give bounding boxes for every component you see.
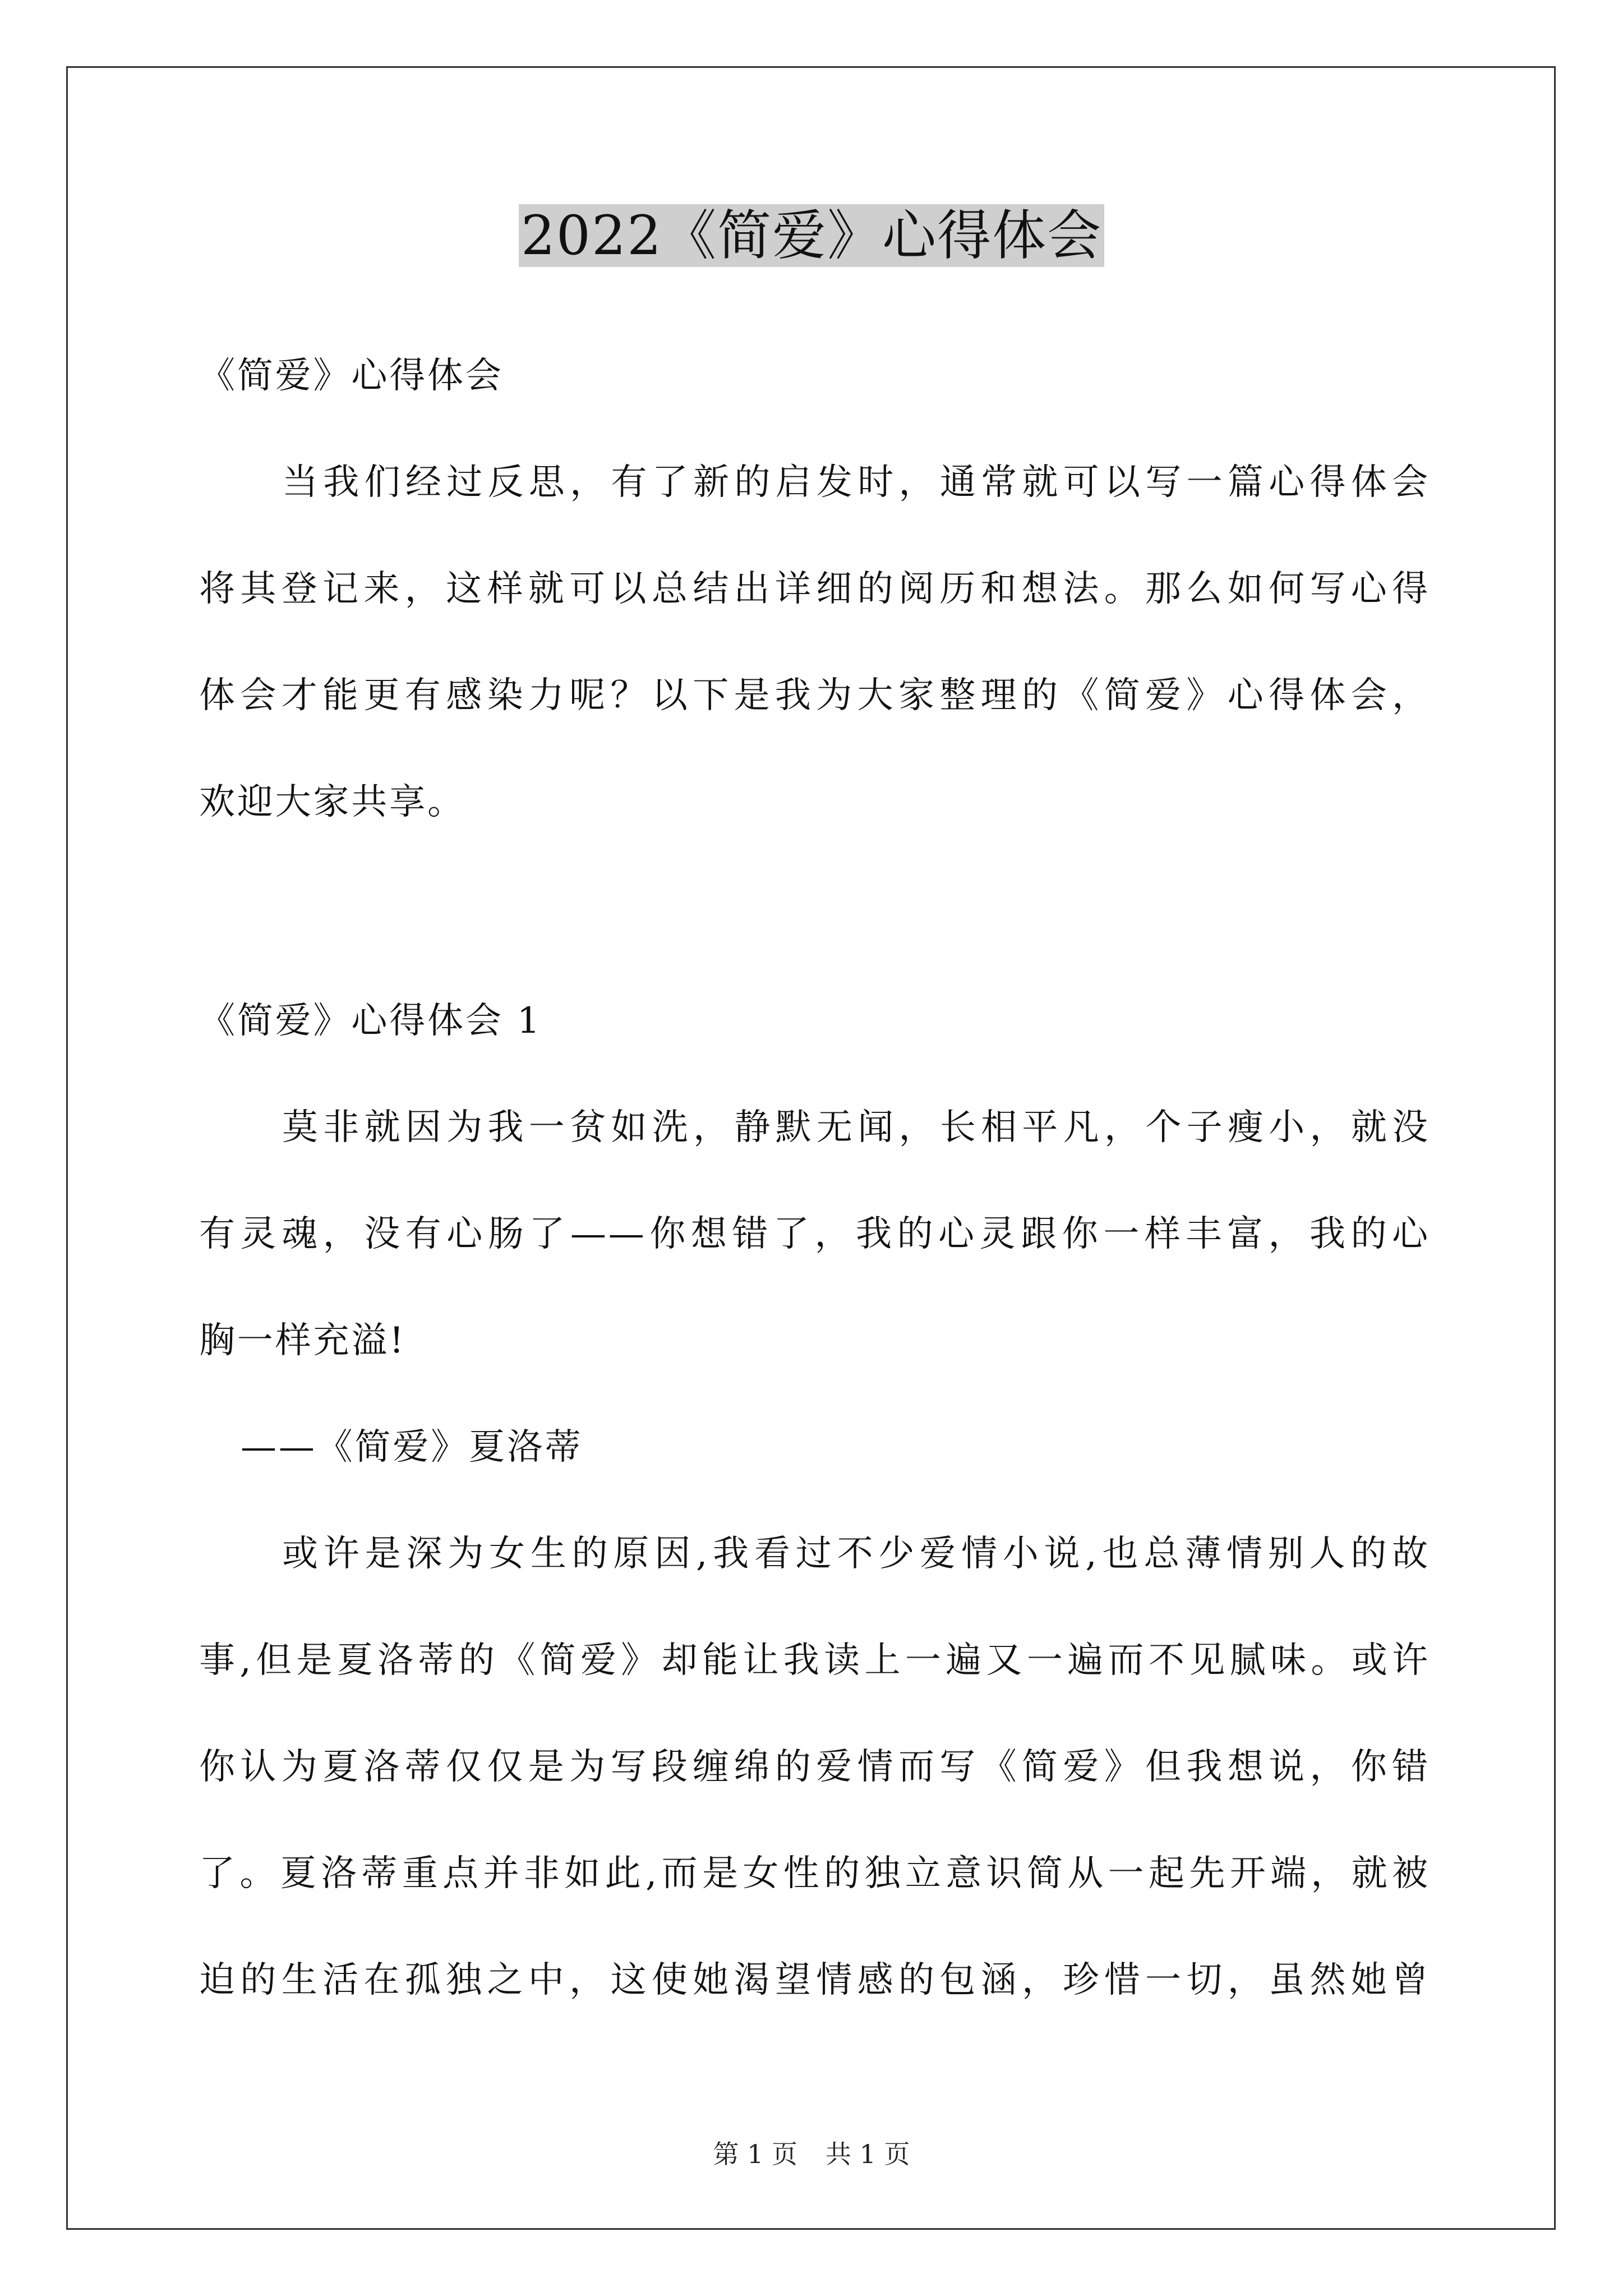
intro-line: 将其登记来，这样就可以总结出详细的阅历和想法。那么如何写心得 bbox=[199, 568, 1430, 610]
quote-line: 有灵魂，没有心肠了——你想错了，我的心灵跟你一样丰富，我的心 bbox=[199, 1213, 1430, 1255]
section-heading: 《简爱》心得体会 1 bbox=[199, 1000, 542, 1042]
body-line: 事,但是夏洛蒂的《简爱》却能让我读上一遍又一遍而不见腻味。或许 bbox=[199, 1640, 1430, 1681]
body-line: 或许是深为女生的原因,我看过不少爱情小说,也总薄情别人的故 bbox=[282, 1533, 1430, 1575]
quote-attribution: ——《简爱》夏洛蒂 bbox=[241, 1427, 583, 1468]
subtitle: 《简爱》心得体会 bbox=[199, 355, 504, 397]
intro-line: 体会才能更有感染力呢？以下是我为大家整理的《简爱》心得体会， bbox=[199, 675, 1430, 716]
quote-line: 莫非就因为我一贫如洗，静默无闻，长相平凡，个子瘦小，就没 bbox=[282, 1107, 1430, 1148]
quote-line: 胸一样充溢! bbox=[199, 1320, 406, 1361]
section-1 bbox=[199, 968, 1430, 2033]
intro-line: 欢迎大家共享。 bbox=[199, 781, 465, 823]
body-line: 了。夏洛蒂重点并非如此,而是女性的独立意识简从一起先开端，就被 bbox=[199, 1853, 1430, 1894]
document-title-text: 2022《简爱》心得体会 bbox=[519, 204, 1104, 267]
document-title bbox=[0, 196, 1623, 275]
page-number-current: 第 1 页 bbox=[713, 2139, 797, 2169]
intro-line: 当我们经过反思，有了新的启发时，通常就可以写一篇心得体会 bbox=[282, 462, 1430, 503]
page-number-total: 共 1 页 bbox=[826, 2139, 910, 2169]
body-line: 迫的生活在孤独之中，这使她渴望情感的包涵，珍惜一切，虽然她曾 bbox=[199, 1959, 1430, 2001]
body-line: 你认为夏洛蒂仅仅是为写段缠绵的爱情而写《简爱》但我想说，你错 bbox=[199, 1746, 1430, 1788]
intro-section bbox=[199, 323, 1430, 855]
page-footer bbox=[0, 2137, 1623, 2171]
